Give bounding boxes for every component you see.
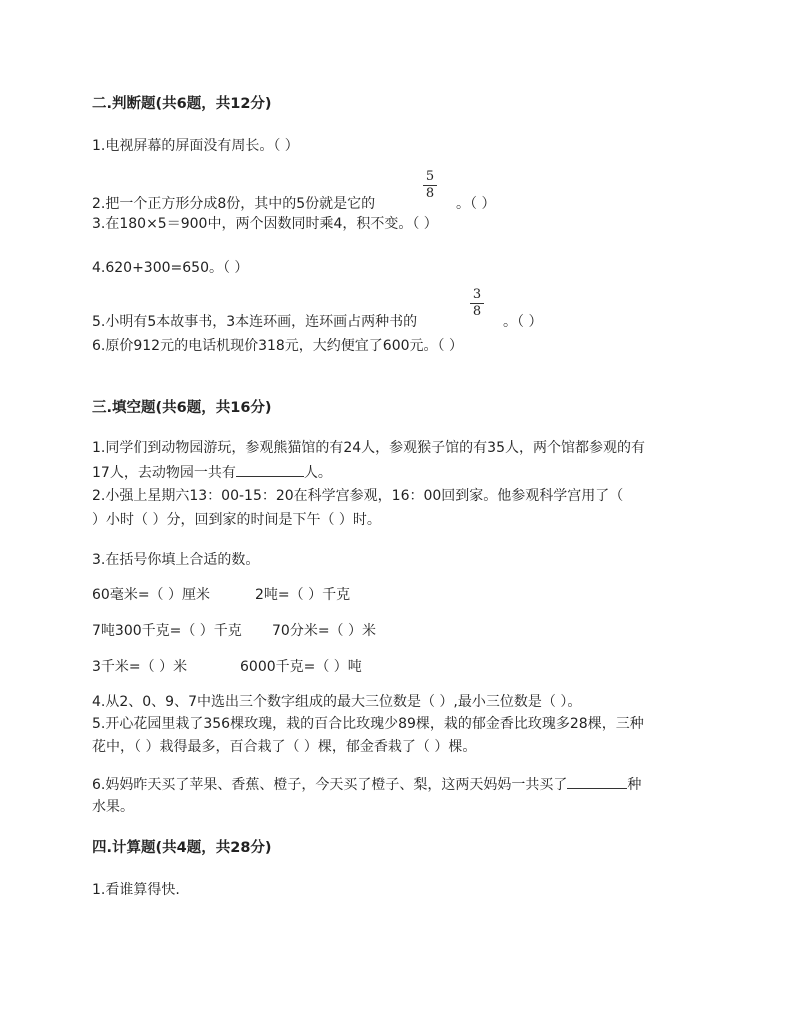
fill-q5-line2: 花中，（ ）栽得最多，百合栽了（ ）棵，郁金香栽了（ ）棵。	[92, 739, 477, 755]
judgement-q4: 4.620+300=650。（ ）	[92, 260, 249, 276]
fill-q3-row2-b: 70分米=（ ）米	[272, 623, 376, 639]
fill-q6-unit: 种	[627, 777, 642, 793]
judgement-q2	[92, 194, 375, 214]
answer-blank[interactable]	[567, 774, 627, 789]
fraction-three-eighths	[470, 288, 484, 319]
judgement-q2-text: 2.把一个正方形分成8份，其中的5份就是它的	[92, 196, 376, 212]
calculation-q1: 1.看谁算得快.	[92, 882, 180, 898]
judgement-q2-end: 。（ ）	[456, 196, 496, 212]
fill-q3-row3-b: 6000千克=（ ）吨	[240, 659, 362, 675]
fill-q1-line2	[92, 462, 332, 483]
judgement-q5: 5.小明有5本故事书，3本连环画，连环画占两种书的	[92, 314, 418, 330]
section-heading-judgement: 二.判断题(共6题，共12分)	[92, 96, 272, 112]
fill-q3-row1-a: 60毫米=（ ）厘米	[92, 587, 210, 603]
fill-q6-text: 6.妈妈昨天买了苹果、香蕉、橙子，今天买了橙子、梨，这两天妈妈一共买了	[92, 777, 568, 793]
fill-q3-row3-a: 3千米=（ ）米	[92, 659, 188, 675]
fill-q6-line1	[92, 774, 641, 795]
fill-q4: 4.从2、0、9、7中选出三个数字组成的最大三位数是（ ）,最小三位数是（ ）。	[92, 694, 582, 710]
fill-q1-line1: 1.同学们到动物园游玩，参观熊猫馆的有24人，参观猴子馆的有35人，两个馆都参观的有	[92, 440, 645, 456]
judgement-q6: 6.原价912元的电话机现价318元，大约便宜了600元。（ ）	[92, 338, 463, 354]
section-heading-fill-blank: 三.填空题(共6题，共16分)	[92, 400, 272, 416]
judgement-q1: 1.电视屏幕的屏面没有周长。（ ）	[92, 138, 299, 154]
fraction-numerator: 5	[425, 169, 435, 184]
answer-blank[interactable]	[236, 462, 304, 477]
fill-q2-line2: ）小时（ ）分，回到家的时间是下午（ ）时。	[92, 512, 381, 528]
section-heading-calculation: 四.计算题(共4题，共28分)	[92, 840, 272, 856]
fraction-denominator: 8	[472, 304, 482, 319]
fill-q2-line1: 2.小强上星期六13：00-15：20在科学宫参观，16：00回到家。他参观科学宫用了（	[92, 488, 624, 504]
fill-q3-row1-b: 2吨=（ ）千克	[255, 587, 351, 603]
judgement-q5-end: 。（ ）	[503, 314, 543, 330]
fill-q1-text: 17人，去动物园一共有	[92, 465, 236, 481]
fraction-five-eighths	[423, 170, 437, 201]
fill-q6-line2: 水果。	[92, 799, 134, 815]
fill-q3-row2-a: 7吨300千克=（ ）千克	[92, 623, 242, 639]
fraction-denominator: 8	[425, 186, 435, 201]
judgement-q3: 3.在180×5＝900中，两个因数同时乘4，积不变。（ ）	[92, 216, 438, 232]
fraction-numerator: 3	[472, 287, 482, 302]
fill-q1-unit: 人。	[303, 465, 332, 481]
fill-q5-line1: 5.开心花园里栽了356棵玫瑰，栽的百合比玫瑰少89棵，栽的郁金香比玫瑰多28棵，三种	[92, 716, 644, 732]
fill-q3: 3.在括号你填上合适的数。	[92, 552, 260, 568]
